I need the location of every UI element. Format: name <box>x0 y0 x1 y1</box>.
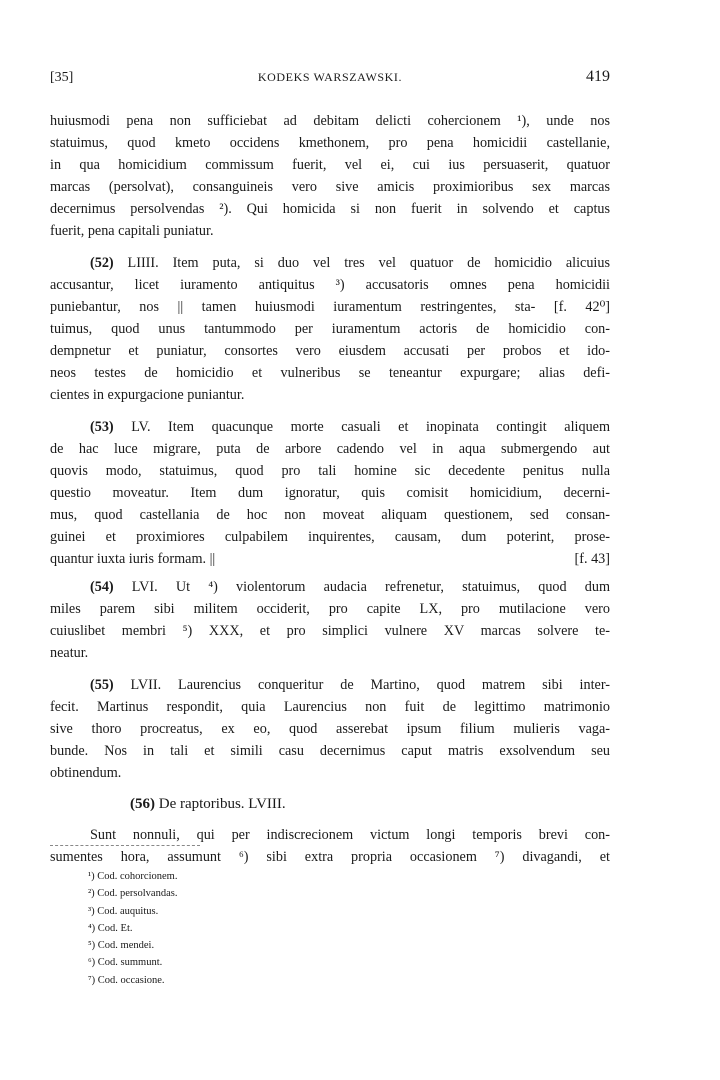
text-line: bunde. Nos in tali et simili casu decernimus caput matris exsolvendum seu <box>50 743 610 759</box>
text-line: huiusmodi pena non sufficiebat ad debitam delicti cohercionem ¹), unde nos <box>50 113 610 129</box>
paragraph-53 <box>50 416 610 570</box>
footnote: ²) Cod. persolvandas. <box>88 888 178 900</box>
text-line: fuerit, pena capitali puniatur. <box>50 223 214 239</box>
footnotes <box>88 868 177 989</box>
text-line: miles parem sibi militem occiderit, pro capite LX, pro mutilacione vero <box>50 601 610 617</box>
footnote: ⁷) Cod. occasione. <box>88 974 165 986</box>
text-line: questio moveatur. Item dum ignoratur, quis comisit homicidium, decerni- <box>50 485 610 501</box>
text-line: obtinendum. <box>50 765 122 781</box>
text-line: sumentes hora, assumunt ⁶) sibi extra propria occasionem ⁷) divagandi, et <box>50 849 610 865</box>
first-line-text: LIIII. Item puta, si duo vel tres vel quatuor de homicidio alicuius <box>113 255 610 271</box>
section-heading <box>50 792 610 816</box>
text-line: puniebantur, nos || tamen huiusmodi iuramentum restringentes, sta- [f. 42⁰] <box>50 299 610 315</box>
text-line: guinei et proximiores culpabilem inquirentes, causam, dum poterint, prose- <box>50 529 610 545</box>
page-header <box>50 68 610 88</box>
text-line <box>50 674 610 696</box>
paragraph-55 <box>50 674 610 784</box>
text-line: neatur. <box>50 645 89 661</box>
footnote: ¹) Cod. cohorcionem. <box>88 871 178 882</box>
text-line: marcas (persolvat), consanguineis vero sive amicis proximioribus sex marcas <box>50 179 610 195</box>
text-line: in qua homicidium commissum fuerit, vel ei, cui ius persuaserit, quatuor <box>50 157 610 173</box>
body-text <box>50 110 610 868</box>
article-number: (53) <box>90 419 114 435</box>
text-line: decernimus persolvendas ²). Qui homicida si non fuerit in solvendo et captus <box>50 201 610 217</box>
section-number: [35] <box>50 70 74 85</box>
text-line: dempnetur et puniatur, consortes vero eiusdem accusati per probos et ido- <box>50 343 610 359</box>
text-line: de hac luce migrare, puta de arbore cadendo vel in aqua submergendo aut <box>50 441 610 457</box>
text-line: Sunt nonnuli, qui per indiscrecionem victum longi temporis brevi con- <box>90 827 610 843</box>
first-line-text: LVII. Laurencius conqueritur de Martino, quod matrem sibi inter- <box>113 677 610 693</box>
paragraph-56 <box>50 824 610 868</box>
text-line: quovis modo, statuimus, quod pro tali homine sic decedente penitus nulla <box>50 463 610 479</box>
text-line: fecit. Martinus respondit, quia Laurencius non fuit de legittimo matrimonio <box>50 699 610 715</box>
text-line <box>50 416 610 438</box>
footnote: ⁴) Cod. Et. <box>88 922 133 934</box>
text-line: statuimus, quod kmeto occidens kmethonem, pro pena homicidii castellanie, <box>50 135 610 151</box>
article-number: (56) <box>130 796 155 812</box>
footnote: ³) Cod. auquitus. <box>88 905 159 917</box>
running-title: KODEKS WARSZAWSKI. <box>257 70 403 84</box>
last-line-text: quantur iuxta iuris formam. || <box>50 551 216 567</box>
page-number: 419 <box>586 68 610 85</box>
text-line: mus, quod castellania de hoc non moveat aliquam questionem, sed consan- <box>50 507 610 523</box>
text-line: accusantur, licet iuramento antiquitus ³) accusatoris omnes pena homicidii <box>50 277 610 293</box>
paragraph-54 <box>50 576 610 664</box>
text-line: tuimus, quod unus tantummodo per iuramentum actoris de homicidio con- <box>50 321 610 337</box>
text-line: cuiuslibet membri ⁵) XXX, et pro simplici vulnere XV marcas solvere te- <box>50 623 610 639</box>
folio-note: [f. 43] <box>574 551 610 567</box>
footnote: ⁵) Cod. mendei. <box>88 940 155 952</box>
text-line <box>50 548 610 570</box>
text-line: neos testes de homicidio et vulneribus se teneantur expurgare; alias defi- <box>50 365 610 381</box>
text-line: cientes in expurgacione puniantur. <box>50 387 245 403</box>
paragraph-52 <box>50 252 610 406</box>
article-number: (52) <box>90 255 114 271</box>
first-line-text: LVI. Ut ⁴) violentorum audacia refrenetur, statuimus, quod dum <box>113 579 610 595</box>
first-line-text: LV. Item quacunque morte casuali et inopinata contingit aliquem <box>113 419 610 435</box>
footnote-divider <box>50 845 200 846</box>
footnote: ⁶) Cod. summunt. <box>88 957 163 969</box>
heading-text: De raptoribus. LVIII. <box>155 796 286 812</box>
text-line <box>50 576 610 598</box>
text-line: sive thoro procreatus, ex eo, quod asserebat ipsum filium mulieris vaga- <box>50 721 610 737</box>
text-line <box>50 252 610 274</box>
article-number: (55) <box>90 677 114 693</box>
paragraph-continuation <box>50 110 610 242</box>
article-number: (54) <box>90 579 114 595</box>
